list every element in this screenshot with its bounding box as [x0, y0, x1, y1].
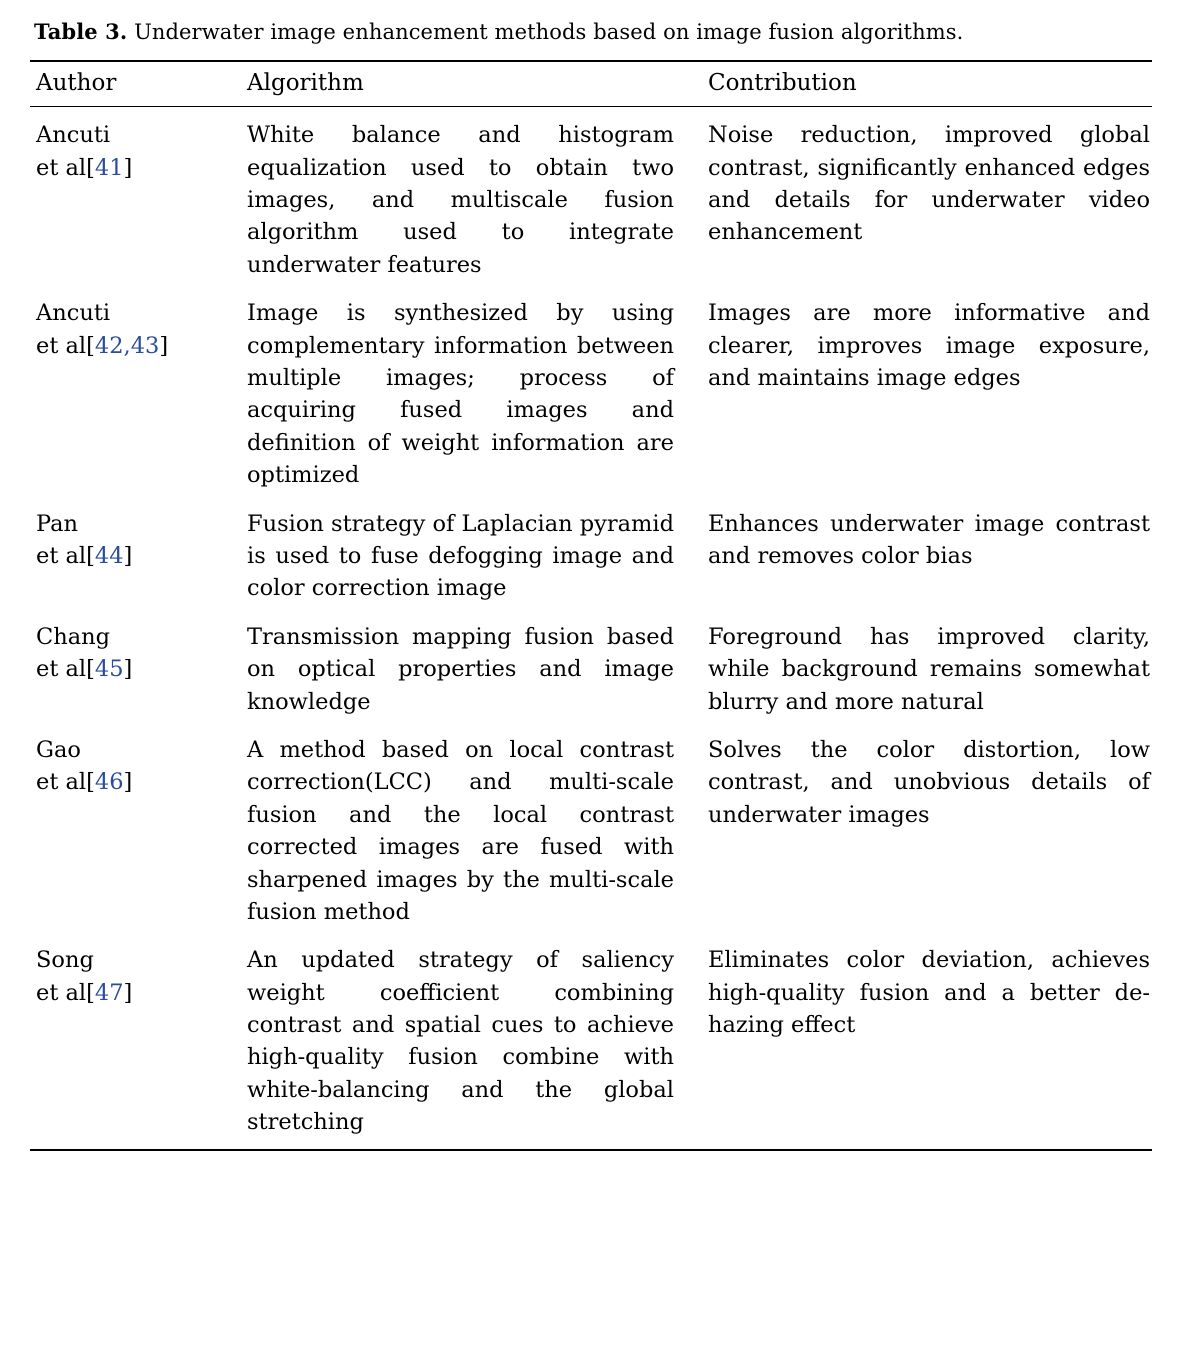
cell-contribution: Enhances underwater image contrast and removes color bias: [708, 510, 1150, 569]
author-citation: [36, 766, 233, 798]
citation-prefix: et al[: [36, 332, 95, 359]
table-row: [30, 291, 1152, 501]
citation-reference[interactable]: 47: [94, 979, 124, 1006]
table-row: [30, 615, 1152, 728]
author-name: Song: [36, 947, 94, 974]
cell-algorithm: A method based on local contrast correction(LCC) and multi-scale fusion and the local contrast corrected images are fused with sharpened images by the multi-scale fusion method: [247, 736, 674, 925]
table-footer-rule: [30, 1150, 1152, 1151]
author-name: Ancuti: [36, 300, 111, 327]
citation-prefix: et al[: [36, 979, 95, 1006]
author-citation: [36, 330, 233, 362]
bottom-rule: [237, 1150, 700, 1151]
bottom-rule: [30, 1150, 237, 1151]
column-header-author: Author: [30, 61, 237, 107]
citation-prefix: et al[: [36, 542, 95, 569]
cell-author: [30, 291, 237, 501]
author-citation: [36, 152, 233, 184]
citation-prefix: et al[: [36, 154, 95, 181]
table-row: [30, 728, 1152, 938]
author-name: Gao: [36, 736, 81, 763]
table-header: [30, 61, 1152, 107]
bottom-rule-row: [30, 1150, 1152, 1151]
caption-text: Underwater image enhancement methods based on image fusion algorithms.: [134, 20, 964, 44]
cell-algorithm: An updated strategy of saliency weight coefficient combining contrast and spatial cues to achieve high-quality fusion combine with white-balancing and the global stretching: [247, 947, 674, 1136]
citation-reference[interactable]: 45: [94, 656, 124, 683]
author-name: Ancuti: [36, 122, 111, 149]
table-caption: [34, 18, 1153, 46]
cell-author: [30, 728, 237, 938]
cell-author: [30, 938, 237, 1149]
citation-reference[interactable]: 41: [94, 154, 124, 181]
column-header-contribution: Contribution: [700, 61, 1152, 107]
cell-contribution: Images are more informative and clearer, improves image exposure, and maintains image edges: [708, 300, 1150, 392]
cell-algorithm: White balance and histogram equalization used to obtain two images, and multiscale fusion algorithm used to integrate underwater features: [247, 122, 674, 278]
citation-suffix: ]: [159, 332, 169, 359]
header-row: [30, 61, 1152, 107]
table-row: [30, 107, 1152, 291]
cell-author: [30, 107, 237, 291]
cell-author: [30, 615, 237, 728]
citation-prefix: et al[: [36, 656, 95, 683]
table-body: [30, 107, 1152, 1150]
cell-algorithm: Fusion strategy of Laplacian pyramid is used to fuse defogging image and color correction image: [247, 510, 674, 602]
cell-contribution: Eliminates color deviation, achieves high-quality fusion and a better de-hazing effect: [708, 947, 1150, 1039]
citation-reference[interactable]: 44: [94, 542, 124, 569]
author-name: Pan: [36, 510, 79, 537]
cell-contribution: Foreground has improved clarity, while background remains somewhat blurry and more natural: [708, 623, 1150, 715]
caption-label: Table 3.: [34, 19, 128, 44]
table-row: [30, 938, 1152, 1149]
cell-contribution: Noise reduction, improved global contrast, significantly enhanced edges and details for underwater video enhancement: [708, 122, 1150, 246]
citation-suffix: ]: [123, 979, 133, 1006]
bottom-rule: [700, 1150, 1152, 1151]
citation-suffix: ]: [123, 769, 133, 796]
author-citation: [36, 653, 233, 685]
author-citation: [36, 540, 233, 572]
citation-prefix: et al[: [36, 769, 95, 796]
citation-suffix: ]: [123, 656, 133, 683]
column-header-algorithm: Algorithm: [237, 61, 700, 107]
author-citation: [36, 977, 233, 1009]
citation-suffix: ]: [123, 154, 133, 181]
table-row: [30, 502, 1152, 615]
cell-author: [30, 502, 237, 615]
cell-algorithm: Image is synthesized by using complementary information between multiple images; process of acquiring fused images and definition of weight information are optimized: [247, 300, 674, 489]
cell-algorithm: Transmission mapping fusion based on optical properties and image knowledge: [247, 623, 674, 715]
cell-contribution: Solves the color distortion, low contrast, and unobvious details of underwater images: [708, 736, 1150, 828]
citation-reference[interactable]: 42,43: [94, 332, 160, 359]
citation-suffix: ]: [123, 542, 133, 569]
author-name: Chang: [36, 623, 111, 650]
citation-reference[interactable]: 46: [94, 769, 124, 796]
comparison-table: [30, 60, 1152, 1150]
